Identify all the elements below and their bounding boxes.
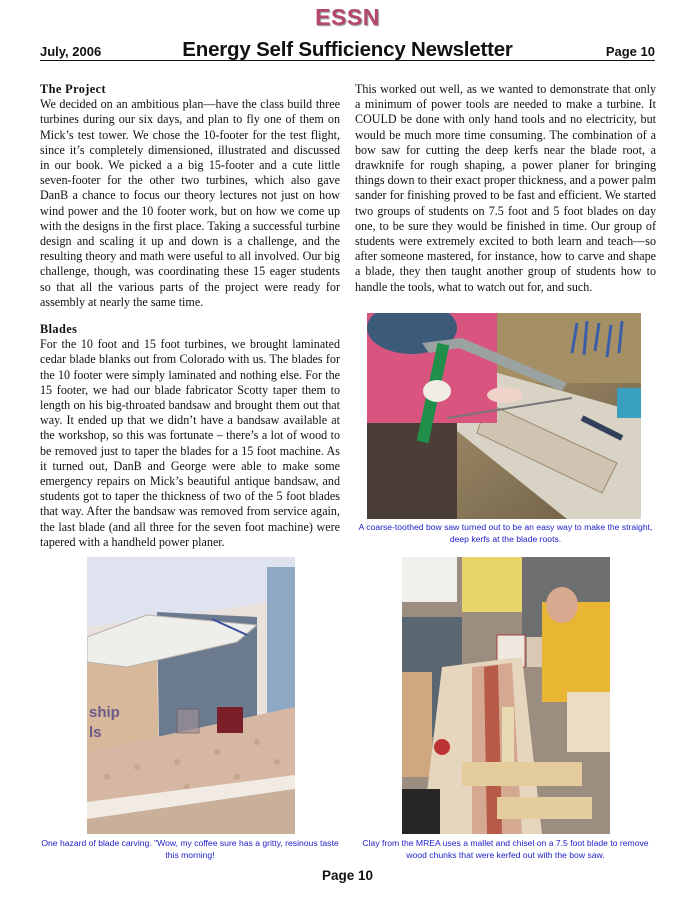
photo-caption: Clay from the MREA uses a mallet and chisel on a 7.5 foot blade to remove wood chunks that were kerfed out with the bow saw.: [362, 838, 649, 860]
photo-caption: A coarse-toothed bow saw turned out to be an easy way to make the straight, deep kerfs at the blade roots.: [358, 522, 653, 544]
section-the-project: [40, 82, 340, 310]
section-body: For the 10 foot and 15 foot turbines, we brought laminated cedar blade blanks out from Colorado with us. The blades for the 10 footer were simply laminated and nothing else. For the 15 footer, we had our blade fabricator Scotty taper them to length on his big-throated bandsaw and brought them out that way. It ended up that we didn’t have a bandsaw available at the workshop, so this was fortunate – there’s a lot of wood to be removed just to taper the blades for a 15 foot machine. As it turned out, DanB and George were able to make some emergency repairs on Mick’s beautiful antique bandsaw, and students got to taper the thickness of two of the 5 foot blades that way. After the bandsaw was removed from service again, the last blade (and all three for the seven foot machine) were tapered with a handheld power planer.: [40, 337, 340, 549]
section-blades: [40, 322, 340, 550]
box-print-text: ship: [89, 704, 120, 721]
photo-coffee-wood-chips: [87, 557, 295, 834]
masthead: [40, 38, 655, 61]
section-heading: Blades: [40, 322, 78, 336]
section-continued: [355, 82, 656, 295]
photo-coffee-image: [87, 557, 295, 834]
photo-mallet-chisel: [402, 557, 610, 834]
photo-bow-saw: [367, 313, 641, 519]
footer-page-number: Page 10: [321, 868, 374, 883]
issue-date: July, 2006: [40, 44, 102, 59]
section-heading: The Project: [40, 82, 106, 96]
photo-caption: One hazard of blade carving. "Wow, my coffee sure has a gritty, resinous taste this morning!: [41, 838, 339, 860]
newsletter-title: Energy Self Sufficiency Newsletter: [182, 38, 513, 61]
section-body: We decided on an ambitious plan—have the class build three turbines during our six days, and plan to fly one of them on Mick’s test tower. We chose the 10-footer for the test flight, since it’s completely dimensioned, illustrated and discussed in our book. We picked a a big 15-footer and a cute little seven-footer for the other two turbines, which also gave DanB a chance to focus our theory lectures not just on how wind power and the 10 footer work, but on how we come up with the designs in the first place. Taking a successful turbine design and scaling it up and down is a challenge, and the resulting theory and math were useful to all involved. Our big challenge, though, was coordinating these 15 eager students so that all the various parts of the project were ready for assembly at nearly the same time.: [40, 97, 340, 309]
photo-mallet-chisel-image: [402, 557, 610, 834]
svg-text:ls: ls: [89, 724, 102, 741]
header-page-number: Page 10: [605, 44, 655, 59]
photo-bow-saw-image: [367, 313, 641, 519]
section-body: This worked out well, as we wanted to demonstrate that only a minimum of power tools are needed to make a turbine. It COULD be done with only hand tools and no electricity, but would be much more time consuming. The combination of a bow saw for cutting the deep kerfs near the blade root, a drawknife for rough shaping, a power planer for bringing things down to their exact proper thickness, and a power palm sander for finishing proved to be fast and efficient. We started two groups of students on 7.5 foot and 5 foot blades on day one, to be sure they would be finished in time. Our group of students were extremely excited to both learn and teach—so after someone mastered, for instance, how to carve and shape a blade, they then taught another group of students how to handle the tools, what to watch out for, and such.: [355, 82, 656, 294]
newsletter-logo: ESSN: [315, 4, 380, 30]
